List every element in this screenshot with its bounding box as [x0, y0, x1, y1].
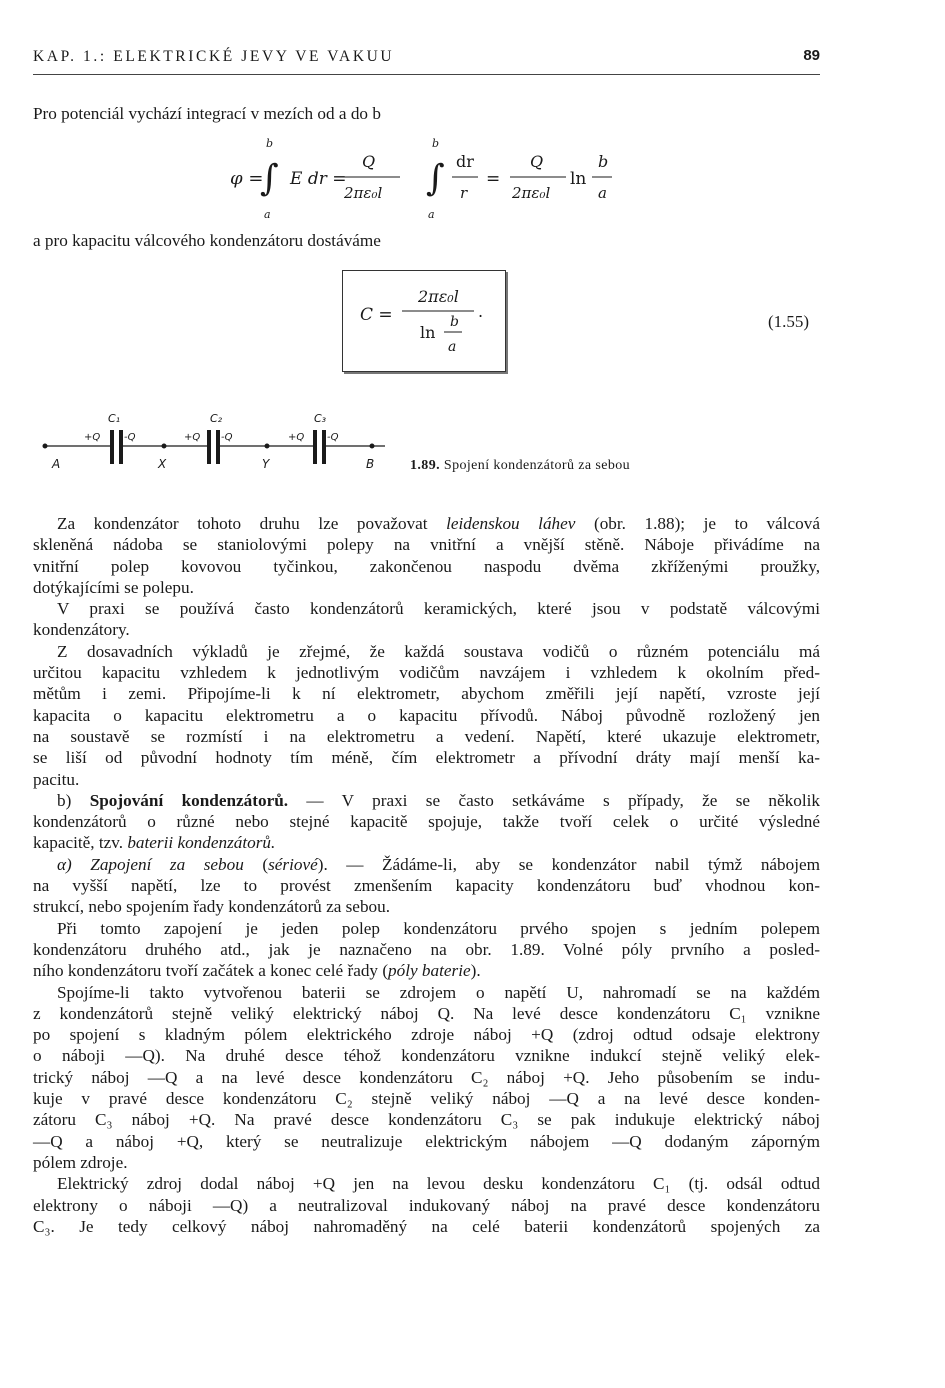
plate-c1-left — [110, 430, 114, 464]
int1-upper: b — [266, 137, 274, 150]
frac2-num: dr — [456, 152, 474, 171]
integral-sign-1: ∫ — [260, 158, 279, 199]
header-rule — [33, 74, 820, 75]
label-minus-3: -Q — [327, 432, 339, 443]
node-y — [265, 444, 269, 448]
frac4-den: a — [598, 184, 607, 202]
node-x — [162, 444, 166, 448]
frac4-num: b — [598, 152, 609, 171]
phi-lhs: φ = — [230, 168, 264, 189]
text-line: Elektrický zdroj dodal náboj +Q jen na levou desku kondenzátoru C₁ (tj. odsál odtud — [57, 1174, 820, 1194]
frac1-den: 2πε₀l — [344, 184, 383, 202]
integrand: E dr = — [290, 169, 347, 189]
text-line: trický náboj —Q a na levé desce kondenzátoru C₂ náboj +Q. Jeho působením se indu- — [33, 1067, 820, 1087]
label-minus-1: -Q — [124, 432, 136, 443]
text-line: V praxi se používá často kondenzátorů keramických, které jsou v podstatě válcovými — [57, 599, 820, 619]
text-line: kapacitě, tzv. baterii kondenzátorů. — [33, 833, 276, 853]
integral-sign-2: ∫ — [426, 158, 445, 199]
text-line: na vyšší napětí, lze to provést zmenšením kapacity kondenzátoru buď vhodnou kon- — [33, 876, 820, 896]
page-number: 89 — [803, 47, 820, 64]
section-heading-line: b) Spojování kondenzátorů. — V praxi se často setkáváme s případy, že se několik — [57, 790, 820, 810]
text-line: strukcí, nebo spojením řady kondenzátorů za sebou. — [33, 897, 391, 917]
text-line: Za kondenzátor tohoto druhu lze považovat leidenskou láhev (obr. 1.88); je to válcová — [57, 514, 820, 533]
frac3-den: 2πε₀l — [512, 184, 551, 202]
plate-c3-left — [313, 430, 317, 464]
text-line: se liší od původní hodnoty tím méně, čím elektrometr a přívodní dráty mají menší ka- — [33, 748, 820, 768]
text-line: určitou kapacitu vzhledem k jednotlivým vodičům navzájem i vzhledem k okolním před- — [33, 663, 820, 683]
text-line: na soustavě se rozmístí i na elektrometru a vedení. Napětí, které ukazuje elektrometr, — [33, 726, 820, 746]
label-plus-2: +Q — [184, 432, 201, 443]
text-line: kondenzátorů o různé nebo stejné kapacitě spojuje, takže tvoří celek o určité výsledné — [33, 812, 820, 832]
text-line: kondenzátoru druhého atd., jak je naznačeno na obr. 1.89. Volné póly prvního a posled- — [33, 939, 820, 959]
cap-dot: . — [478, 302, 484, 321]
text-line: Při tomto zapojení je jeden polep kondenzátoru prvého spojen s jedním polepem — [57, 918, 820, 938]
label-minus-2: -Q — [221, 432, 233, 443]
frac3-num: Q — [530, 152, 544, 171]
label-node-x: X — [158, 457, 167, 471]
text-line: Spojíme-li takto vytvořenou baterii se zdrojem o napětí U, nahromadí se na každém — [57, 982, 820, 1002]
cap-num: 2πε₀l — [418, 287, 459, 306]
int2-lower: a — [428, 208, 435, 221]
cap-ln-den: a — [448, 339, 457, 355]
plate-c1-right — [119, 430, 123, 464]
figure-caption-number: 1.89. — [410, 458, 440, 473]
terminal-b — [370, 444, 374, 448]
int2-upper: b — [432, 137, 440, 150]
mid-line: a pro kapacitu válcového kondenzátoru dostáváme — [33, 231, 381, 250]
body-text — [33, 513, 820, 1237]
plate-c3-right — [322, 430, 326, 464]
terminal-a — [43, 444, 47, 448]
c-lhs: C = — [360, 305, 393, 325]
text-line: Z dosavadních výkladů je zřejmé, že každá soustava vodičů o různém potenciálu má — [57, 641, 820, 661]
equation-number: (1.55) — [768, 312, 810, 331]
text-line: —Q a náboj +Q, který se neutralizuje elektrickým nábojem —Q dodaným záporným — [33, 1131, 820, 1151]
text-line: kapacita o kapacitu elektrometru a o kapacitu přívodů. Náboj původně rozložený jen — [33, 705, 820, 725]
label-node-b: B — [366, 457, 375, 471]
running-header: KAP. 1.: ELEKTRICKÉ JEVY VE VAKUU — [33, 48, 395, 65]
label-node-y: Y — [262, 457, 270, 471]
plate-c2-right — [216, 430, 220, 464]
text-line: o náboji —Q). Na druhé desce téhož kondenzátoru vznikne indukcí stejně veliký elek- — [33, 1046, 820, 1066]
text-line: z kondenzátorů stejně veliký elektrický náboj Q. Na levé desce kondenzátoru C₁ vznikne — [33, 1003, 820, 1023]
label-plus-3: +Q — [288, 432, 305, 443]
figure-caption — [410, 458, 630, 474]
label-node-a: A — [52, 457, 61, 471]
ln-1: ln — [570, 169, 587, 189]
capacitance-formula — [342, 270, 504, 370]
figure-caption-text: Spojení kondenzátorů za sebou — [443, 458, 631, 473]
text-line: mětům i zemi. Připojíme-li k ní elektrometr, abychom změřili její napětí, vzroste její — [33, 684, 820, 704]
text-line: dotýkajícími se polepu. — [33, 577, 194, 597]
label-c2: C₂ — [210, 412, 223, 425]
text-line: C₃. Je tedy celkový náboj nahromaděný na celé baterii kondenzátorů spojených za — [33, 1216, 820, 1236]
text-line: elektrony o náboji —Q) a neutralizoval indukovaný náboj na pravé desce kondenzátoru — [33, 1195, 820, 1215]
potential-formula — [220, 130, 640, 222]
label-c3: C₃ — [314, 412, 327, 425]
text-line: pacitu. — [33, 769, 80, 789]
text-line: skleněná nádoba se staniolovými polepy na vnitřní a vnější stěně. Náboje přivádíme na — [33, 535, 820, 555]
text-line: kuje v pravé desce kondenzátoru C₂ stejně veliký náboj —Q a na levé desce konden- — [33, 1089, 820, 1109]
plate-c2-left — [207, 430, 211, 464]
text-line: po spojení s kladným pólem elektrického zdroje náboj +Q (zdroj odtud odsaje elektrony — [33, 1025, 820, 1045]
frac2-den: r — [460, 184, 468, 202]
text-line: vnitřní polep kovovou tyčinkou, zakončenou naspodu dvěma zkříženými proužky, — [33, 556, 820, 576]
int1-lower: a — [264, 208, 271, 221]
cap-ln: ln — [420, 323, 436, 342]
text-line: ního kondenzátoru tvoří začátek a konec celé řady (póly baterie). — [33, 961, 481, 981]
cap-ln-num: b — [450, 314, 459, 330]
text-line: zátoru C₃ náboj +Q. Na pravé desce kondenzátoru C₃ se pak indukuje elektrický náboj — [33, 1110, 820, 1130]
text-line: pólem zdroje. — [33, 1152, 128, 1172]
equals-sign: = — [486, 169, 501, 189]
intro-line: Pro potenciál vychází integrací v mezích od a do b — [33, 104, 381, 123]
label-c1: C₁ — [108, 412, 121, 425]
series-capacitor-diagram — [30, 400, 400, 480]
text-line: kondenzátory. — [33, 620, 130, 640]
subsection-line: α) Zapojení za sebou (sériové). — Žádáme-li, aby se kondenzátor nabil týmž nábojem — [57, 854, 821, 874]
label-plus-1: +Q — [84, 432, 101, 443]
frac1-num: Q — [362, 152, 376, 171]
